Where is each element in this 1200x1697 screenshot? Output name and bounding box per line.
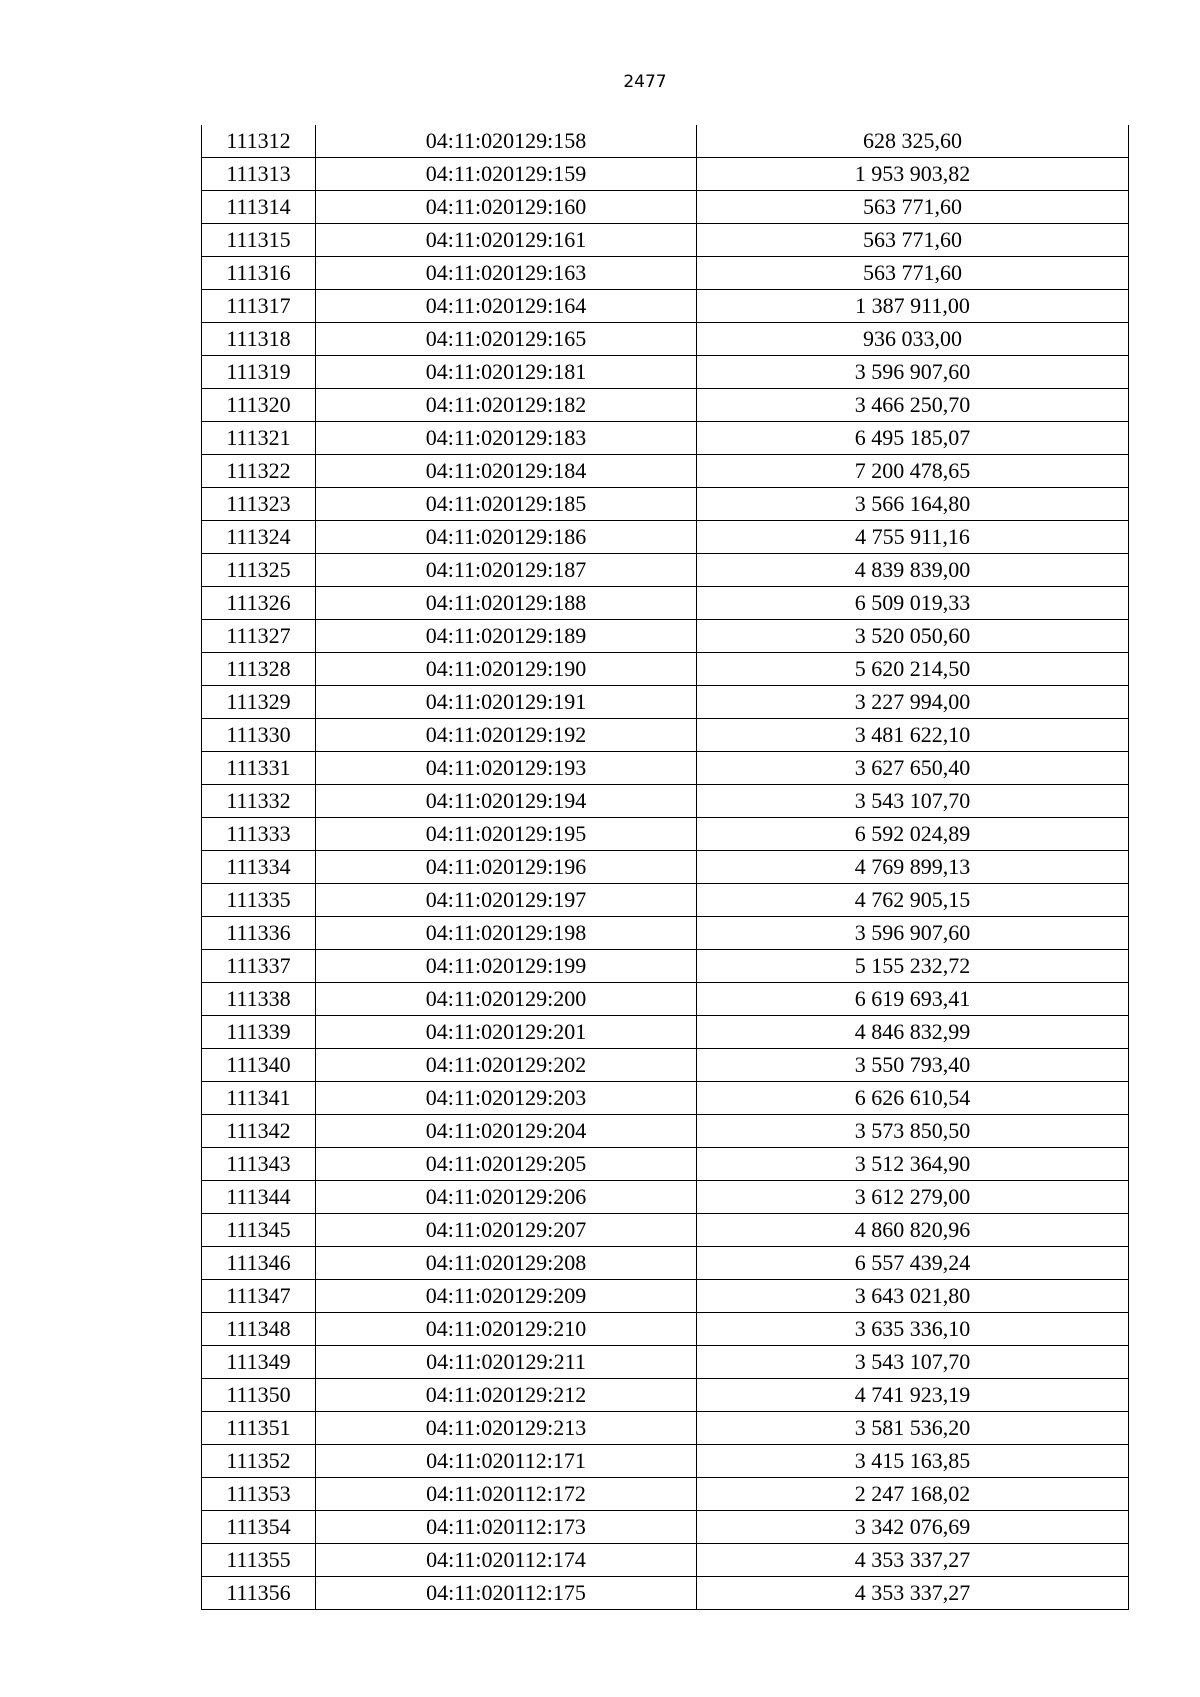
cadastral-number-cell: 04:11:020129:182 bbox=[316, 389, 697, 422]
table-row bbox=[202, 1280, 1129, 1313]
value-cell: 3 342 076,69 bbox=[697, 1511, 1129, 1544]
value-cell: 4 860 820,96 bbox=[697, 1214, 1129, 1247]
value-cell: 7 200 478,65 bbox=[697, 455, 1129, 488]
table-row bbox=[202, 455, 1129, 488]
cadastral-number-cell: 04:11:020129:206 bbox=[316, 1181, 697, 1214]
row-number-cell: 111341 bbox=[202, 1082, 316, 1115]
row-number-cell: 111354 bbox=[202, 1511, 316, 1544]
cadastral-number-cell: 04:11:020112:175 bbox=[316, 1577, 697, 1610]
value-cell: 3 573 850,50 bbox=[697, 1115, 1129, 1148]
row-number-cell: 111356 bbox=[202, 1577, 316, 1610]
cadastral-number-cell: 04:11:020129:192 bbox=[316, 719, 697, 752]
table-row bbox=[202, 719, 1129, 752]
value-cell: 3 612 279,00 bbox=[697, 1181, 1129, 1214]
cadastral-number-cell: 04:11:020129:184 bbox=[316, 455, 697, 488]
row-number-cell: 111316 bbox=[202, 257, 316, 290]
table-row bbox=[202, 1577, 1129, 1610]
value-cell: 3 643 021,80 bbox=[697, 1280, 1129, 1313]
table-body bbox=[202, 125, 1129, 1610]
table-row bbox=[202, 257, 1129, 290]
row-number-cell: 111326 bbox=[202, 587, 316, 620]
table-row bbox=[202, 224, 1129, 257]
table-row bbox=[202, 521, 1129, 554]
cadastral-number-cell: 04:11:020129:181 bbox=[316, 356, 697, 389]
cadastral-number-cell: 04:11:020129:196 bbox=[316, 851, 697, 884]
cadastral-number-cell: 04:11:020129:208 bbox=[316, 1247, 697, 1280]
row-number-cell: 111315 bbox=[202, 224, 316, 257]
table-row bbox=[202, 1346, 1129, 1379]
row-number-cell: 111349 bbox=[202, 1346, 316, 1379]
value-cell: 1 387 911,00 bbox=[697, 290, 1129, 323]
table-row bbox=[202, 422, 1129, 455]
table-row bbox=[202, 1544, 1129, 1577]
value-cell: 6 509 019,33 bbox=[697, 587, 1129, 620]
table-row bbox=[202, 884, 1129, 917]
cadastral-number-cell: 04:11:020129:211 bbox=[316, 1346, 697, 1379]
table-row bbox=[202, 1115, 1129, 1148]
cadastral-number-cell: 04:11:020112:171 bbox=[316, 1445, 697, 1478]
value-cell: 1 953 903,82 bbox=[697, 158, 1129, 191]
row-number-cell: 111343 bbox=[202, 1148, 316, 1181]
table-row bbox=[202, 191, 1129, 224]
value-cell: 5 620 214,50 bbox=[697, 653, 1129, 686]
table-row bbox=[202, 686, 1129, 719]
value-cell: 628 325,60 bbox=[697, 125, 1129, 158]
row-number-cell: 111335 bbox=[202, 884, 316, 917]
table-row bbox=[202, 818, 1129, 851]
value-cell: 3 227 994,00 bbox=[697, 686, 1129, 719]
row-number-cell: 111339 bbox=[202, 1016, 316, 1049]
cadastral-number-cell: 04:11:020129:198 bbox=[316, 917, 697, 950]
table-row bbox=[202, 1082, 1129, 1115]
value-cell: 3 550 793,40 bbox=[697, 1049, 1129, 1082]
value-cell: 4 353 337,27 bbox=[697, 1544, 1129, 1577]
cadastral-number-cell: 04:11:020129:191 bbox=[316, 686, 697, 719]
table-row bbox=[202, 1247, 1129, 1280]
row-number-cell: 111324 bbox=[202, 521, 316, 554]
cadastral-number-cell: 04:11:020129:188 bbox=[316, 587, 697, 620]
table-row bbox=[202, 1181, 1129, 1214]
cadastral-number-cell: 04:11:020112:174 bbox=[316, 1544, 697, 1577]
value-cell: 3 415 163,85 bbox=[697, 1445, 1129, 1478]
value-cell: 6 592 024,89 bbox=[697, 818, 1129, 851]
value-cell: 3 520 050,60 bbox=[697, 620, 1129, 653]
row-number-cell: 111340 bbox=[202, 1049, 316, 1082]
row-number-cell: 111333 bbox=[202, 818, 316, 851]
table-row bbox=[202, 1313, 1129, 1346]
row-number-cell: 111320 bbox=[202, 389, 316, 422]
value-cell: 6 619 693,41 bbox=[697, 983, 1129, 1016]
value-cell: 936 033,00 bbox=[697, 323, 1129, 356]
value-cell: 4 762 905,15 bbox=[697, 884, 1129, 917]
table-row bbox=[202, 1412, 1129, 1445]
cadastral-number-cell: 04:11:020129:185 bbox=[316, 488, 697, 521]
row-number-cell: 111342 bbox=[202, 1115, 316, 1148]
table-row bbox=[202, 950, 1129, 983]
row-number-cell: 111331 bbox=[202, 752, 316, 785]
table-row bbox=[202, 1148, 1129, 1181]
data-table bbox=[201, 125, 1129, 1610]
cadastral-number-cell: 04:11:020129:202 bbox=[316, 1049, 697, 1082]
value-cell: 3 596 907,60 bbox=[697, 917, 1129, 950]
cadastral-number-cell: 04:11:020129:187 bbox=[316, 554, 697, 587]
row-number-cell: 111346 bbox=[202, 1247, 316, 1280]
value-cell: 4 353 337,27 bbox=[697, 1577, 1129, 1610]
table-row bbox=[202, 323, 1129, 356]
row-number-cell: 111345 bbox=[202, 1214, 316, 1247]
value-cell: 3 596 907,60 bbox=[697, 356, 1129, 389]
cadastral-number-cell: 04:11:020129:183 bbox=[316, 422, 697, 455]
value-cell: 563 771,60 bbox=[697, 224, 1129, 257]
value-cell: 6 495 185,07 bbox=[697, 422, 1129, 455]
row-number-cell: 111351 bbox=[202, 1412, 316, 1445]
cadastral-number-cell: 04:11:020129:204 bbox=[316, 1115, 697, 1148]
table-row bbox=[202, 158, 1129, 191]
value-cell: 563 771,60 bbox=[697, 191, 1129, 224]
value-cell: 3 627 650,40 bbox=[697, 752, 1129, 785]
row-number-cell: 111336 bbox=[202, 917, 316, 950]
table-row bbox=[202, 620, 1129, 653]
cadastral-number-cell: 04:11:020129:209 bbox=[316, 1280, 697, 1313]
cadastral-number-cell: 04:11:020129:201 bbox=[316, 1016, 697, 1049]
value-cell: 6 557 439,24 bbox=[697, 1247, 1129, 1280]
row-number-cell: 111323 bbox=[202, 488, 316, 521]
row-number-cell: 111318 bbox=[202, 323, 316, 356]
row-number-cell: 111312 bbox=[202, 125, 316, 158]
cadastral-number-cell: 04:11:020129:193 bbox=[316, 752, 697, 785]
cadastral-number-cell: 04:11:020129:159 bbox=[316, 158, 697, 191]
value-cell: 3 466 250,70 bbox=[697, 389, 1129, 422]
table-row bbox=[202, 653, 1129, 686]
cadastral-number-cell: 04:11:020129:203 bbox=[316, 1082, 697, 1115]
value-cell: 3 512 364,90 bbox=[697, 1148, 1129, 1181]
cadastral-number-cell: 04:11:020129:189 bbox=[316, 620, 697, 653]
cadastral-number-cell: 04:11:020129:205 bbox=[316, 1148, 697, 1181]
table-row bbox=[202, 752, 1129, 785]
row-number-cell: 111319 bbox=[202, 356, 316, 389]
row-number-cell: 111327 bbox=[202, 620, 316, 653]
table-row bbox=[202, 851, 1129, 884]
cadastral-number-cell: 04:11:020129:207 bbox=[316, 1214, 697, 1247]
value-cell: 5 155 232,72 bbox=[697, 950, 1129, 983]
value-cell: 3 543 107,70 bbox=[697, 785, 1129, 818]
row-number-cell: 111317 bbox=[202, 290, 316, 323]
value-cell: 3 635 336,10 bbox=[697, 1313, 1129, 1346]
table-row bbox=[202, 125, 1129, 158]
row-number-cell: 111322 bbox=[202, 455, 316, 488]
cadastral-number-cell: 04:11:020129:200 bbox=[316, 983, 697, 1016]
row-number-cell: 111347 bbox=[202, 1280, 316, 1313]
cadastral-number-cell: 04:11:020129:161 bbox=[316, 224, 697, 257]
row-number-cell: 111314 bbox=[202, 191, 316, 224]
row-number-cell: 111321 bbox=[202, 422, 316, 455]
table-row bbox=[202, 1478, 1129, 1511]
row-number-cell: 111330 bbox=[202, 719, 316, 752]
value-cell: 3 481 622,10 bbox=[697, 719, 1129, 752]
value-cell: 6 626 610,54 bbox=[697, 1082, 1129, 1115]
cadastral-number-cell: 04:11:020129:199 bbox=[316, 950, 697, 983]
table-row bbox=[202, 554, 1129, 587]
cadastral-number-cell: 04:11:020129:163 bbox=[316, 257, 697, 290]
value-cell: 4 839 839,00 bbox=[697, 554, 1129, 587]
table-row bbox=[202, 290, 1129, 323]
value-cell: 4 755 911,16 bbox=[697, 521, 1129, 554]
row-number-cell: 111338 bbox=[202, 983, 316, 1016]
value-cell: 4 741 923,19 bbox=[697, 1379, 1129, 1412]
table-row bbox=[202, 389, 1129, 422]
row-number-cell: 111350 bbox=[202, 1379, 316, 1412]
table-row bbox=[202, 1214, 1129, 1247]
cadastral-number-cell: 04:11:020129:210 bbox=[316, 1313, 697, 1346]
table-row bbox=[202, 983, 1129, 1016]
row-number-cell: 111334 bbox=[202, 851, 316, 884]
row-number-cell: 111352 bbox=[202, 1445, 316, 1478]
table-row bbox=[202, 488, 1129, 521]
row-number-cell: 111344 bbox=[202, 1181, 316, 1214]
cadastral-number-cell: 04:11:020129:158 bbox=[316, 125, 697, 158]
value-cell: 3 566 164,80 bbox=[697, 488, 1129, 521]
cadastral-number-cell: 04:11:020129:164 bbox=[316, 290, 697, 323]
cadastral-number-cell: 04:11:020129:213 bbox=[316, 1412, 697, 1445]
table-row bbox=[202, 356, 1129, 389]
row-number-cell: 111337 bbox=[202, 950, 316, 983]
table-row bbox=[202, 785, 1129, 818]
cadastral-number-cell: 04:11:020129:212 bbox=[316, 1379, 697, 1412]
cadastral-number-cell: 04:11:020112:172 bbox=[316, 1478, 697, 1511]
table-row bbox=[202, 1445, 1129, 1478]
table-row bbox=[202, 1016, 1129, 1049]
table-row bbox=[202, 1511, 1129, 1544]
cadastral-number-cell: 04:11:020112:173 bbox=[316, 1511, 697, 1544]
row-number-cell: 111329 bbox=[202, 686, 316, 719]
value-cell: 4 846 832,99 bbox=[697, 1016, 1129, 1049]
table-row bbox=[202, 917, 1129, 950]
cadastral-number-cell: 04:11:020129:165 bbox=[316, 323, 697, 356]
cadastral-number-cell: 04:11:020129:197 bbox=[316, 884, 697, 917]
value-cell: 563 771,60 bbox=[697, 257, 1129, 290]
table-row bbox=[202, 1379, 1129, 1412]
row-number-cell: 111353 bbox=[202, 1478, 316, 1511]
row-number-cell: 111325 bbox=[202, 554, 316, 587]
cadastral-number-cell: 04:11:020129:186 bbox=[316, 521, 697, 554]
row-number-cell: 111348 bbox=[202, 1313, 316, 1346]
row-number-cell: 111332 bbox=[202, 785, 316, 818]
table-row bbox=[202, 587, 1129, 620]
row-number-cell: 111328 bbox=[202, 653, 316, 686]
value-cell: 3 581 536,20 bbox=[697, 1412, 1129, 1445]
value-cell: 2 247 168,02 bbox=[697, 1478, 1129, 1511]
row-number-cell: 111313 bbox=[202, 158, 316, 191]
row-number-cell: 111355 bbox=[202, 1544, 316, 1577]
value-cell: 4 769 899,13 bbox=[697, 851, 1129, 884]
page-number: 2477 bbox=[623, 72, 667, 92]
cadastral-number-cell: 04:11:020129:160 bbox=[316, 191, 697, 224]
cadastral-number-cell: 04:11:020129:194 bbox=[316, 785, 697, 818]
cadastral-number-cell: 04:11:020129:190 bbox=[316, 653, 697, 686]
cadastral-number-cell: 04:11:020129:195 bbox=[316, 818, 697, 851]
value-cell: 3 543 107,70 bbox=[697, 1346, 1129, 1379]
table-row bbox=[202, 1049, 1129, 1082]
